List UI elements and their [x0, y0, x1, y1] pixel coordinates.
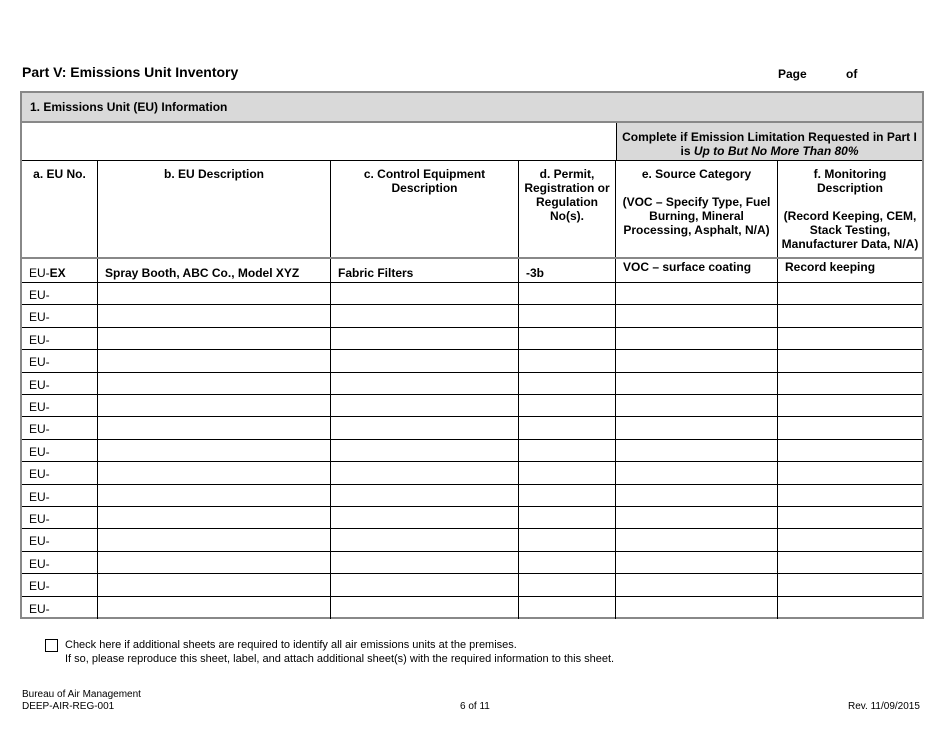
cell-eu-description[interactable] [98, 507, 331, 528]
cell-source-category[interactable] [616, 350, 778, 371]
table-row [22, 350, 922, 372]
cell-control-equipment[interactable] [331, 507, 519, 528]
page-label: Page [778, 67, 807, 81]
cell-monitoring[interactable] [778, 395, 922, 416]
cell-source-category[interactable] [616, 485, 778, 506]
cell-permit[interactable] [519, 283, 616, 304]
cell-eu-description[interactable] [98, 529, 331, 550]
col-b-line1: b. EU Description [163, 167, 264, 181]
cell-eu-no[interactable]: EU- [22, 529, 98, 550]
col-f-line4: Stack Testing, [809, 223, 891, 237]
col-d-line2: Registration or [524, 181, 610, 195]
col-header-eu-no [22, 161, 98, 257]
col-d-line3: Regulation [536, 195, 598, 209]
cell-source-category[interactable] [616, 597, 778, 619]
col-f-line5: Manufacturer Data, N/A) [781, 237, 919, 251]
cell-monitoring[interactable] [778, 485, 922, 506]
cell-eu-description[interactable] [98, 485, 331, 506]
cell-source-category[interactable] [616, 395, 778, 416]
footer-revision: Rev. 11/09/2015 [848, 701, 920, 712]
cell-monitoring[interactable] [778, 529, 922, 550]
cell-permit[interactable] [519, 328, 616, 349]
cell-eu-description[interactable] [98, 328, 331, 349]
cell-control-equipment[interactable] [331, 485, 519, 506]
cell-control-equipment[interactable] [331, 552, 519, 573]
cell-source-category[interactable] [616, 440, 778, 461]
cell-eu-no[interactable]: EU- [22, 350, 98, 371]
cell-eu-no[interactable]: EU- [22, 305, 98, 326]
cell-control-equipment[interactable] [331, 417, 519, 438]
table-row [22, 529, 922, 551]
cell-control-equipment[interactable] [331, 328, 519, 349]
cell-eu-no[interactable]: EU- [22, 328, 98, 349]
emissions-unit-form [20, 91, 924, 619]
cell-eu-no[interactable]: EU- [22, 440, 98, 461]
cell-eu-no[interactable]: EU- [22, 574, 98, 595]
col-header-eu-description [98, 161, 331, 257]
complete-note-prefix: is [680, 144, 694, 158]
eu-prefix: EU- [29, 266, 50, 280]
cell-eu-description[interactable] [98, 305, 331, 326]
col-e-line2: (VOC – Specify Type, Fuel [622, 195, 771, 209]
cell-eu-no[interactable]: EU- [22, 552, 98, 573]
col-f-line3: (Record Keeping, CEM, [783, 209, 917, 223]
cell-eu-no[interactable]: EU- [22, 597, 98, 619]
cell-permit[interactable]: -3b [519, 259, 616, 282]
additional-sheets-note: Check here if additional sheets are required to identify all air emissions units at the premises. [65, 639, 517, 651]
col-e-line3: Burning, Mineral [649, 209, 744, 223]
cell-source-category[interactable] [616, 552, 778, 573]
cell-eu-no[interactable]: EU- [22, 373, 98, 394]
cell-control-equipment[interactable] [331, 462, 519, 483]
cell-control-equipment[interactable] [331, 283, 519, 304]
cell-eu-description[interactable] [98, 462, 331, 483]
cell-eu-no[interactable]: EU- [22, 485, 98, 506]
cell-monitoring[interactable]: Record keeping [785, 260, 876, 274]
col-c-line2: Description [391, 181, 458, 195]
col-f-line2: Description [816, 181, 883, 195]
cell-control-equipment[interactable]: Fabric Filters [331, 259, 519, 282]
cell-permit[interactable] [519, 552, 616, 573]
cell-permit[interactable] [519, 417, 616, 438]
table-row [22, 395, 922, 417]
section-header: 1. Emissions Unit (EU) Information [22, 93, 922, 123]
eu-suffix: EX [49, 266, 66, 280]
cell-monitoring[interactable] [778, 305, 922, 326]
col-e-line4: Processing, Asphalt, N/A) [623, 223, 770, 237]
table-row [22, 328, 922, 350]
cell-source-category[interactable] [616, 529, 778, 550]
cell-monitoring[interactable] [778, 283, 922, 304]
of-label: of [846, 67, 858, 81]
cell-eu-description[interactable] [98, 597, 331, 619]
cell-eu-no[interactable]: EU- [22, 507, 98, 528]
complete-note-line1: Complete if Emission Limitation Requested in Part I [622, 130, 917, 144]
cell-permit[interactable] [519, 574, 616, 595]
cell-eu-description[interactable]: Spray Booth, ABC Co., Model XYZ [98, 259, 331, 282]
col-header-monitoring [778, 161, 922, 257]
cell-permit[interactable] [519, 373, 616, 394]
cell-permit[interactable] [519, 485, 616, 506]
cell-source-category[interactable] [616, 373, 778, 394]
cell-eu-description[interactable] [98, 552, 331, 573]
cell-monitoring[interactable] [778, 417, 922, 438]
col-a-line1: a. EU No. [33, 167, 86, 181]
table-row [22, 373, 922, 395]
cell-control-equipment[interactable] [331, 597, 519, 619]
cell-source-category[interactable] [616, 462, 778, 483]
table-row [22, 305, 922, 327]
table-row [22, 574, 922, 596]
col-d-line1: d. Permit, [539, 167, 595, 181]
cell-eu-no[interactable]: EU- [22, 462, 98, 483]
cell-eu-description[interactable] [98, 417, 331, 438]
cell-monitoring[interactable] [778, 440, 922, 461]
cell-source-category[interactable] [616, 507, 778, 528]
cell-control-equipment[interactable] [331, 373, 519, 394]
cell-monitoring[interactable] [778, 373, 922, 394]
col-header-source-category [616, 161, 778, 257]
cell-permit[interactable] [519, 305, 616, 326]
cell-source-category[interactable] [616, 328, 778, 349]
cell-control-equipment[interactable] [331, 305, 519, 326]
cell-monitoring[interactable] [778, 350, 922, 371]
cell-control-equipment[interactable] [331, 350, 519, 371]
cell-permit[interactable] [519, 440, 616, 461]
cell-eu-description[interactable] [98, 350, 331, 371]
cell-source-category[interactable] [616, 574, 778, 595]
cell-monitoring[interactable] [778, 597, 922, 619]
complete-if-note [616, 123, 922, 160]
cell-control-equipment[interactable] [331, 529, 519, 550]
table-row [22, 462, 922, 484]
cell-eu-description[interactable] [98, 283, 331, 304]
table-row [22, 283, 922, 305]
table-row [22, 440, 922, 462]
footer-agency: Bureau of Air Management [22, 689, 141, 700]
cell-monitoring[interactable] [778, 328, 922, 349]
cell-source-category[interactable] [616, 305, 778, 326]
cell-eu-description[interactable] [98, 574, 331, 595]
table-row [22, 485, 922, 507]
column-header-row [22, 161, 922, 259]
col-header-control-equipment [331, 161, 519, 257]
additional-sheets-checkbox[interactable] [45, 639, 58, 652]
cell-eu-description[interactable] [98, 373, 331, 394]
page-title: Part V: Emissions Unit Inventory [22, 64, 239, 80]
cell-control-equipment[interactable] [331, 395, 519, 416]
cell-monitoring[interactable] [778, 574, 922, 595]
table-row [22, 417, 922, 439]
cell-permit[interactable] [519, 529, 616, 550]
cell-eu-no[interactable]: EU- [22, 417, 98, 438]
footer-page-number: 6 of 11 [460, 701, 490, 712]
cell-source-category[interactable] [616, 417, 778, 438]
cell-control-equipment[interactable] [331, 440, 519, 461]
table-row-example [22, 259, 922, 283]
cell-permit[interactable] [519, 395, 616, 416]
cell-source-category[interactable] [616, 283, 778, 304]
cell-eu-no[interactable]: EU- [22, 283, 98, 304]
cell-control-equipment[interactable] [331, 574, 519, 595]
cell-monitoring[interactable] [778, 552, 922, 573]
cell-eu-description[interactable] [98, 440, 331, 461]
cell-source-category[interactable]: VOC – surface coating [616, 259, 778, 282]
cell-eu-no[interactable]: EU- [22, 395, 98, 416]
footer-form-id: DEEP-AIR-REG-001 [22, 701, 115, 712]
cell-monitoring[interactable] [778, 462, 922, 483]
reproduce-sheet-note: If so, please reproduce this sheet, label, and attach additional sheet(s) with the required information to this sheet. [65, 653, 615, 665]
table-row [22, 507, 922, 529]
col-c-line1: c. Control Equipment [363, 167, 486, 181]
col-f-line1: f. Monitoring [813, 167, 887, 181]
table-row [22, 552, 922, 574]
cell-eu-description[interactable] [98, 395, 331, 416]
complete-note-italic: Up to But No More Than 80% [693, 144, 859, 158]
cell-permit[interactable] [519, 507, 616, 528]
cell-eu-no[interactable] [22, 259, 98, 282]
cell-permit[interactable] [519, 350, 616, 371]
cell-permit[interactable] [519, 597, 616, 619]
col-header-permit [519, 161, 616, 257]
cell-monitoring[interactable] [778, 507, 922, 528]
cell-permit[interactable] [519, 462, 616, 483]
table-row [22, 597, 922, 619]
col-e-line1: e. Source Category [641, 167, 752, 181]
col-d-line4: No(s). [550, 209, 584, 223]
